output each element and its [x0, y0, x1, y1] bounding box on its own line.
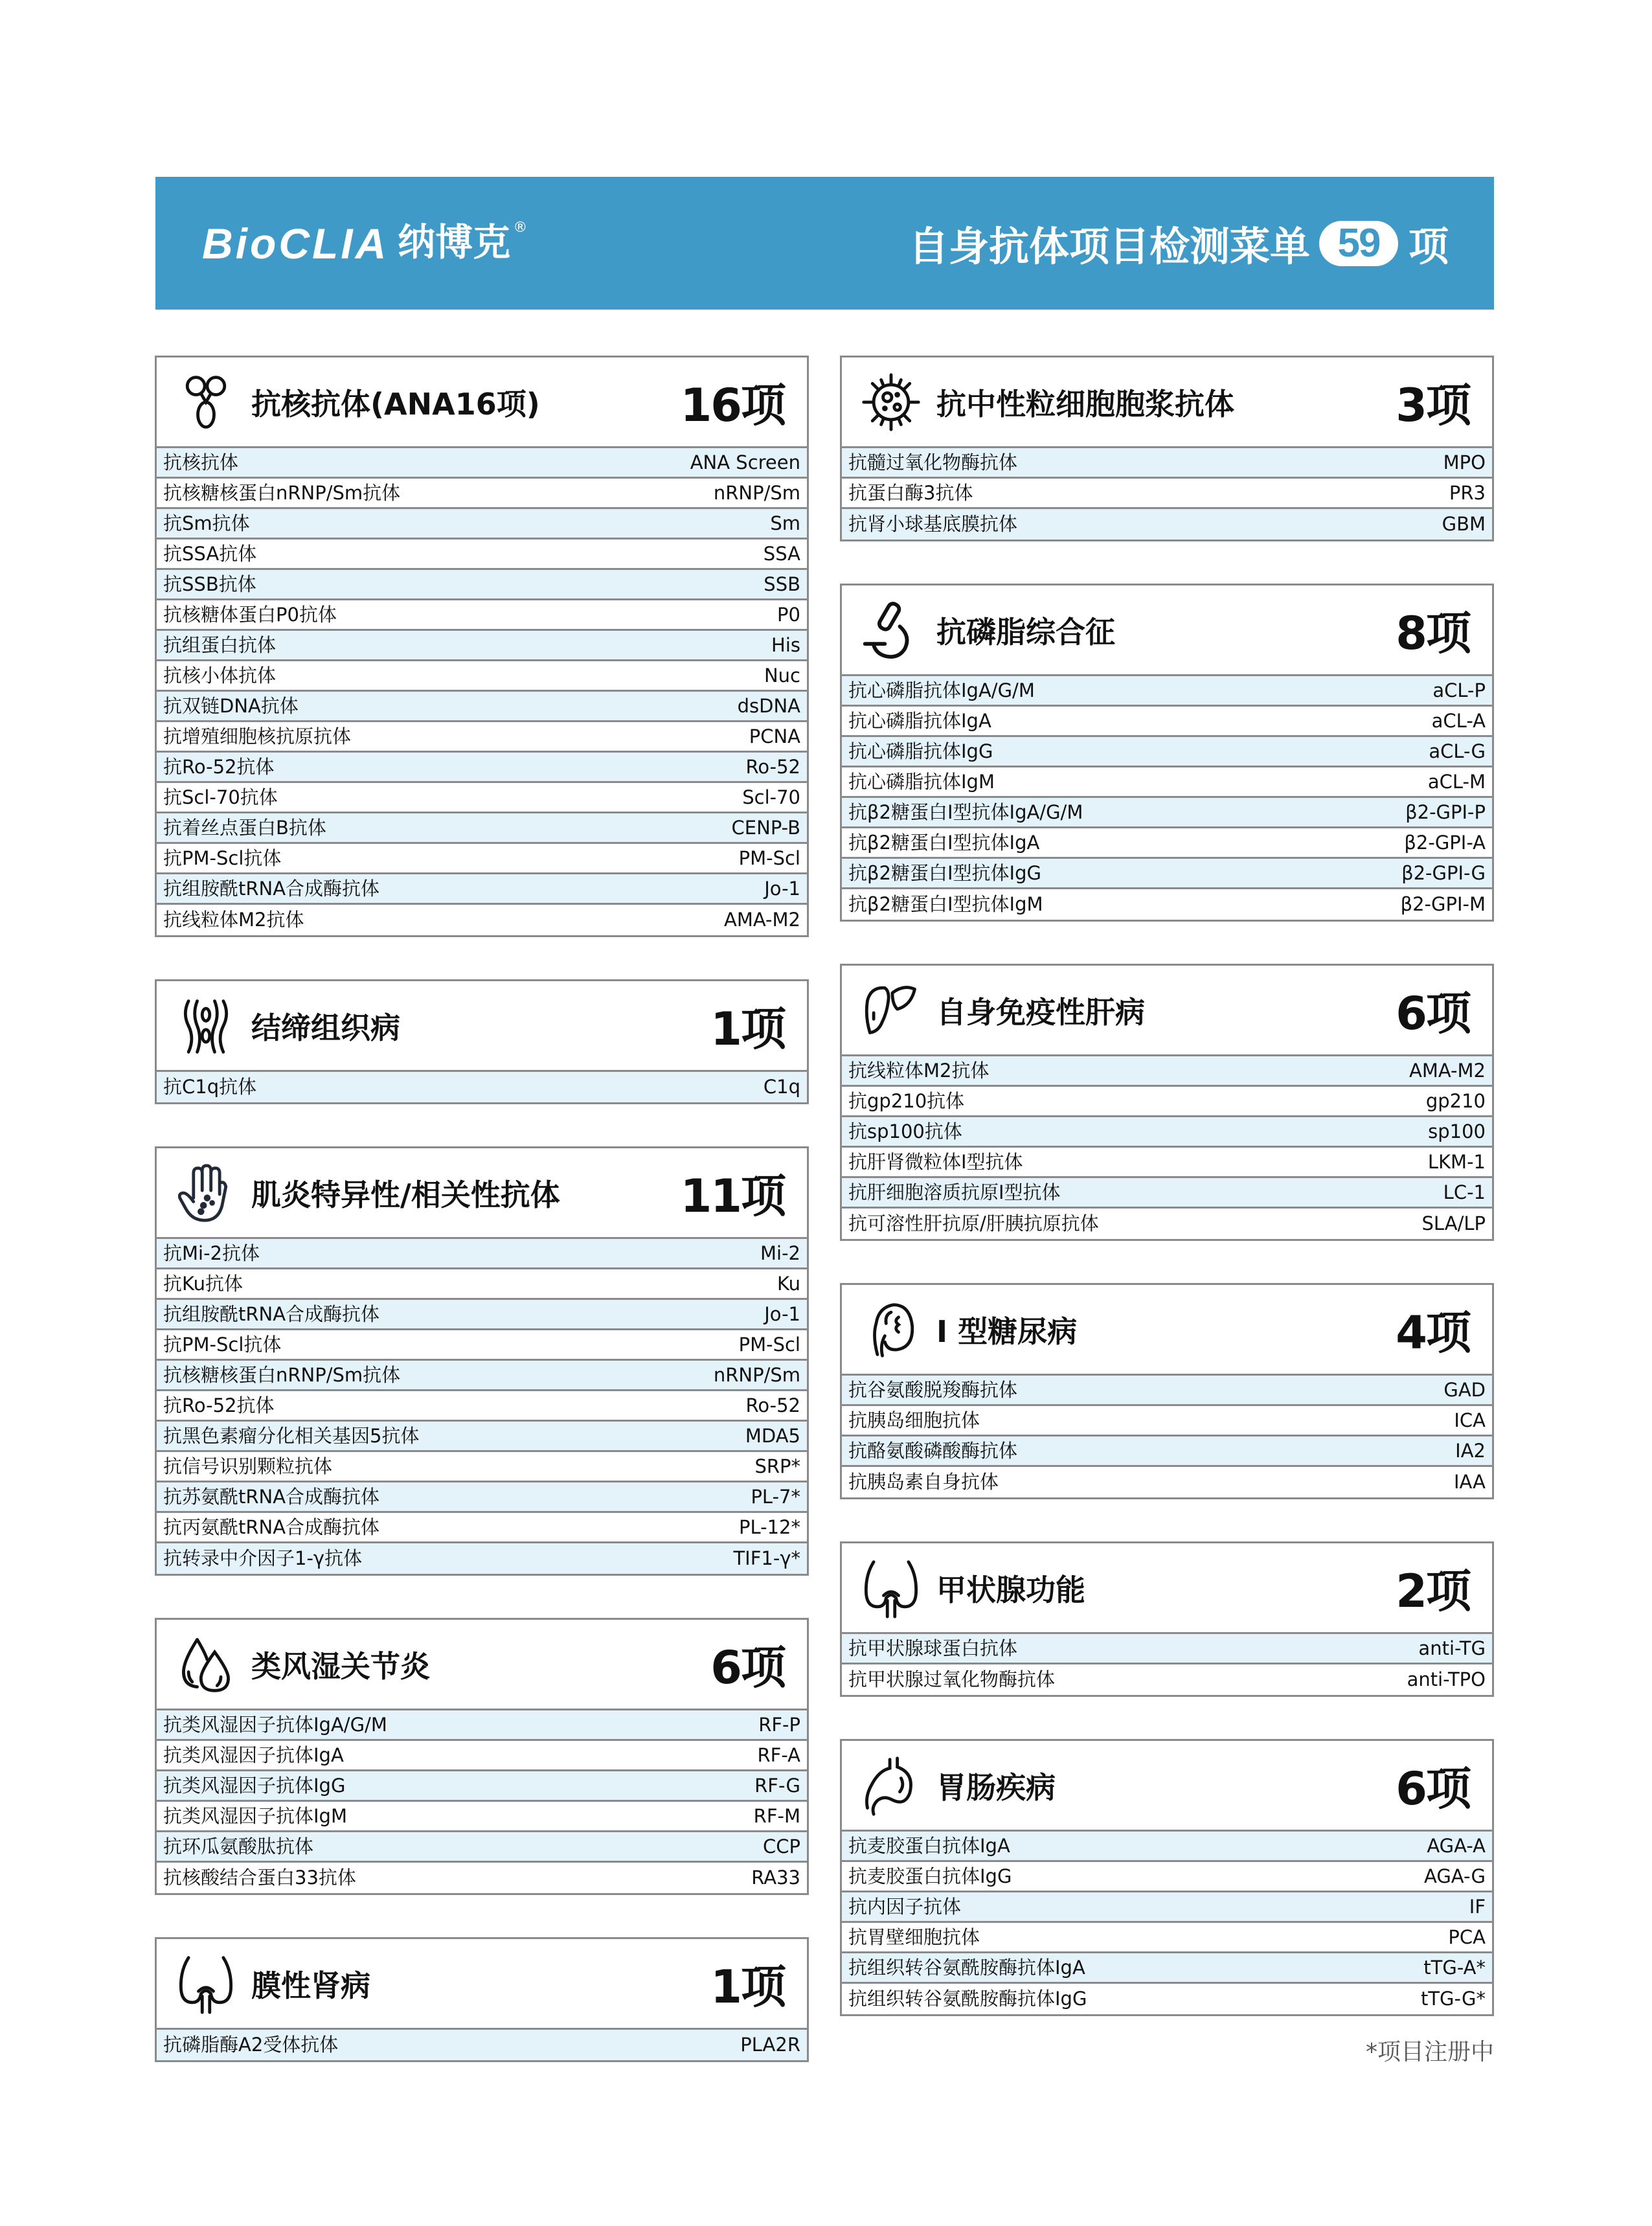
test-row — [157, 844, 807, 874]
test-name: 抗C1q抗体 — [163, 1076, 257, 1098]
test-row — [842, 1953, 1492, 1984]
test-name: 抗核糖核蛋白nRNP/Sm抗体 — [163, 1363, 401, 1386]
test-code: anti-TPO — [1407, 1668, 1486, 1690]
card-header — [842, 966, 1492, 1056]
test-name: 抗组蛋白抗体 — [163, 633, 277, 656]
test-name: 抗类风湿因子抗体IgA — [163, 1743, 344, 1766]
test-row — [157, 479, 807, 509]
test-row — [842, 859, 1492, 889]
card-title: 结缔组织病 — [251, 1010, 400, 1045]
test-name: 抗胃壁细胞抗体 — [848, 1925, 980, 1948]
test-code: aCL-M — [1427, 770, 1486, 793]
card-title: 膜性肾病 — [251, 1968, 370, 2003]
test-row — [157, 1741, 807, 1771]
test-row — [842, 1634, 1492, 1664]
test-row — [157, 874, 807, 905]
page-title-suffix: 项 — [1408, 223, 1449, 270]
liver-icon — [860, 979, 922, 1041]
test-row — [157, 448, 807, 479]
test-code: IAA — [1453, 1471, 1486, 1493]
test-row — [157, 1832, 807, 1863]
card-header — [842, 1543, 1492, 1634]
test-name: 抗胰岛细胞抗体 — [848, 1409, 980, 1431]
test-code: RF-A — [757, 1743, 800, 1766]
test-name: 抗组织转谷氨酰胺酶抗体IgA — [848, 1956, 1085, 1979]
test-code: RF-M — [753, 1804, 800, 1827]
test-row — [842, 1984, 1492, 2014]
test-name: 抗Ku抗体 — [163, 1272, 243, 1295]
card-title: 抗磷脂综合征 — [936, 614, 1115, 650]
test-code: PR3 — [1449, 481, 1486, 504]
stomach-icon — [860, 1755, 922, 1817]
test-name: 抗酪氨酸磷酸酶抗体 — [848, 1439, 1018, 1462]
test-name: 抗髓过氧化物酶抗体 — [848, 451, 1018, 473]
category-card — [840, 1541, 1494, 1697]
test-code: aCL-A — [1431, 709, 1486, 732]
test-name: 抗Sm抗体 — [163, 512, 250, 534]
card-count: 6项 — [1396, 1762, 1470, 1815]
brand-logo — [202, 219, 528, 267]
test-row — [157, 509, 807, 539]
test-code: IF — [1469, 1895, 1486, 1918]
test-row — [842, 676, 1492, 707]
test-name: 抗麦胶蛋白抗体IgA — [848, 1834, 1010, 1857]
test-code: β2-GPI-M — [1400, 893, 1486, 915]
test-row — [842, 767, 1492, 798]
test-code: IA2 — [1455, 1439, 1486, 1462]
test-name: 抗心磷脂抗体IgA — [848, 709, 991, 732]
test-row — [157, 1072, 807, 1102]
card-title: 类风湿关节炎 — [251, 1648, 430, 1684]
card-header — [842, 358, 1492, 448]
drops-icon — [175, 1633, 237, 1696]
test-row — [157, 1543, 807, 1574]
test-code: ANA Screen — [690, 451, 800, 473]
test-name: 抗核糖体蛋白P0抗体 — [163, 603, 337, 626]
test-code: β2-GPI-P — [1405, 801, 1486, 823]
brand-name-en: BioCLIA — [202, 219, 389, 267]
test-name: 抗线粒体M2抗体 — [163, 909, 304, 931]
test-code: β2-GPI-G — [1401, 861, 1486, 884]
test-name: 抗肾小球基底膜抗体 — [848, 513, 1018, 535]
category-card — [155, 1618, 809, 1895]
test-row — [842, 1376, 1492, 1406]
test-name: 抗内因子抗体 — [848, 1895, 962, 1918]
category-card — [840, 1739, 1494, 2016]
total-count-badge: 59 — [1319, 221, 1398, 266]
test-row — [842, 1148, 1492, 1178]
category-card — [840, 584, 1494, 922]
test-row — [842, 1437, 1492, 1467]
test-code: PLA2R — [740, 2034, 800, 2056]
card-title: 甲状腺功能 — [936, 1572, 1085, 1607]
test-code: Ro-52 — [745, 1394, 800, 1416]
test-name: 抗SSB抗体 — [163, 573, 256, 595]
test-row — [157, 1710, 807, 1741]
card-header — [157, 1148, 807, 1239]
test-name: 抗类风湿因子抗体IgA/G/M — [163, 1713, 387, 1736]
test-name: 抗β2糖蛋白I型抗体IgA — [848, 831, 1040, 854]
test-code: Ku — [777, 1272, 800, 1295]
test-name: 抗甲状腺球蛋白抗体 — [848, 1637, 1018, 1659]
test-name: 抗组胺酰tRNA合成酶抗体 — [163, 877, 380, 900]
category-card — [155, 1146, 809, 1576]
test-code: GBM — [1442, 513, 1486, 535]
test-name: 抗心磷脂抗体IgA/G/M — [848, 679, 1035, 701]
test-code: SSA — [763, 542, 800, 565]
card-title: 胃肠疾病 — [936, 1769, 1056, 1805]
test-code: Nuc — [764, 664, 800, 687]
test-row — [157, 631, 807, 661]
test-row — [842, 828, 1492, 859]
test-name: 抗蛋白酶3抗体 — [848, 481, 973, 504]
test-code: gp210 — [1425, 1089, 1486, 1112]
registered-mark: ® — [513, 219, 528, 236]
test-name: 抗转录中介因子1-γ抗体 — [163, 1547, 363, 1569]
test-row — [842, 1664, 1492, 1695]
test-name: 抗组胺酰tRNA合成酶抗体 — [163, 1302, 380, 1325]
test-name: 抗β2糖蛋白I型抗体IgA/G/M — [848, 801, 1083, 823]
card-header — [842, 1741, 1492, 1832]
thyroid-icon — [860, 1557, 922, 1619]
test-code: nRNP/Sm — [713, 1363, 800, 1386]
test-row — [842, 1117, 1492, 1148]
test-name: 抗SSA抗体 — [163, 542, 257, 565]
test-name: 抗丙氨酰tRNA合成酶抗体 — [163, 1516, 380, 1538]
card-title: 抗中性粒细胞胞浆抗体 — [936, 386, 1234, 422]
test-code: PL-7* — [751, 1485, 800, 1508]
kidney-icon — [175, 1953, 237, 2015]
connective-tissue-icon — [175, 995, 237, 1057]
test-name: 抗肝肾微粒体I型抗体 — [848, 1150, 1023, 1173]
test-code: PL-12* — [738, 1516, 800, 1538]
test-code: C1q — [763, 1076, 800, 1098]
test-row — [842, 1862, 1492, 1892]
test-code: Ro-52 — [745, 755, 800, 778]
test-name: 抗gp210抗体 — [848, 1089, 965, 1112]
category-card — [840, 964, 1494, 1241]
test-name: 抗Ro-52抗体 — [163, 1394, 275, 1416]
test-name: 抗心磷脂抗体IgG — [848, 740, 993, 762]
test-row — [842, 889, 1492, 920]
test-name: 抗核酸结合蛋白33抗体 — [163, 1867, 356, 1889]
category-card — [155, 356, 809, 937]
category-card — [840, 1283, 1494, 1499]
test-name: 抗核抗体 — [163, 451, 239, 473]
test-row — [157, 1422, 807, 1452]
test-name: 抗Mi-2抗体 — [163, 1242, 260, 1264]
brand-name-cn: 纳博克 — [398, 220, 511, 264]
card-count: 6项 — [1396, 987, 1470, 1040]
test-row — [157, 1802, 807, 1832]
category-card — [155, 979, 809, 1104]
test-name: 抗sp100抗体 — [848, 1120, 962, 1142]
test-code: Sm — [770, 512, 800, 534]
test-name: 抗环瓜氨酸肽抗体 — [163, 1835, 314, 1857]
test-row — [157, 1361, 807, 1391]
test-code: PM-Scl — [738, 1333, 800, 1356]
test-code: CENP-B — [731, 816, 800, 839]
test-code: LKM-1 — [1427, 1150, 1486, 1173]
test-code: P0 — [777, 603, 800, 626]
test-row — [157, 600, 807, 631]
test-code: dsDNA — [737, 694, 800, 717]
test-name: 抗可溶性肝抗原/肝胰抗原抗体 — [848, 1212, 1099, 1234]
test-row — [157, 1330, 807, 1361]
test-row — [842, 707, 1492, 737]
test-code: Jo-1 — [764, 1302, 800, 1325]
test-code: tTG-A* — [1423, 1956, 1486, 1979]
test-row — [842, 509, 1492, 539]
test-code: Mi-2 — [760, 1242, 800, 1264]
test-row — [842, 1087, 1492, 1117]
card-title: 抗核抗体(ANA16项) — [251, 386, 540, 422]
test-name: 抗PM-Scl抗体 — [163, 846, 282, 869]
test-name: 抗甲状腺过氧化物酶抗体 — [848, 1668, 1056, 1690]
test-name: 抗β2糖蛋白I型抗体IgM — [848, 893, 1043, 915]
test-row — [157, 1771, 807, 1802]
test-row — [157, 783, 807, 813]
test-code: sp100 — [1428, 1120, 1486, 1142]
test-name: 抗黑色素瘤分化相关基因5抗体 — [163, 1424, 420, 1447]
test-row — [157, 1239, 807, 1269]
page-title-text: 自身抗体项目检测菜单 — [908, 223, 1310, 270]
test-code: β2-GPI-A — [1404, 831, 1486, 854]
test-name: 抗肝细胞溶质抗原I型抗体 — [848, 1181, 1061, 1203]
card-header — [157, 981, 807, 1072]
test-name: 抗磷脂酶A2受体抗体 — [163, 2034, 339, 2056]
test-code: RF-G — [754, 1774, 800, 1797]
pancreas-icon — [860, 1299, 922, 1361]
test-row — [842, 1406, 1492, 1437]
card-header — [842, 585, 1492, 676]
test-name: 抗谷氨酸脱羧酶抗体 — [848, 1378, 1018, 1401]
test-name: 抗增殖细胞核抗原抗体 — [163, 725, 352, 747]
test-code: CCP — [763, 1835, 800, 1857]
test-code: PCNA — [749, 725, 800, 747]
test-row — [157, 1452, 807, 1482]
test-name: 抗类风湿因子抗体IgG — [163, 1774, 346, 1797]
test-row — [157, 692, 807, 722]
test-code: SSB — [764, 573, 800, 595]
test-row — [157, 813, 807, 844]
test-code: PCA — [1448, 1925, 1486, 1948]
test-code: TIF1-γ* — [733, 1547, 800, 1569]
test-name: 抗Scl-70抗体 — [163, 786, 278, 808]
test-row — [842, 1056, 1492, 1087]
test-row — [157, 722, 807, 753]
test-name: 抗核小体抗体 — [163, 664, 277, 687]
test-code: PM-Scl — [738, 846, 800, 869]
card-header — [842, 1285, 1492, 1376]
test-code: aCL-G — [1429, 740, 1486, 762]
category-card — [155, 1937, 809, 2062]
test-code: nRNP/Sm — [713, 481, 800, 504]
page-title — [909, 214, 1449, 272]
test-code: AMA-M2 — [1409, 1059, 1486, 1082]
card-title: I 型糖尿病 — [936, 1313, 1078, 1349]
test-row — [842, 448, 1492, 479]
card-header — [157, 1939, 807, 2030]
test-row — [842, 1832, 1492, 1862]
card-header — [157, 358, 807, 448]
card-count: 4项 — [1396, 1306, 1470, 1359]
test-row — [157, 1269, 807, 1300]
hand-icon — [175, 1162, 237, 1224]
card-header — [157, 1620, 807, 1710]
test-code: Scl-70 — [742, 786, 800, 808]
test-code: MDA5 — [745, 1424, 800, 1447]
test-row — [842, 1467, 1492, 1497]
test-row — [842, 737, 1492, 767]
test-name: 抗核糖核蛋白nRNP/Sm抗体 — [163, 481, 401, 504]
card-count: 16项 — [680, 379, 785, 432]
test-row — [842, 1892, 1492, 1923]
test-name: 抗信号识别颗粒抗体 — [163, 1455, 333, 1477]
right-column — [840, 356, 1494, 2016]
test-name: 抗Ro-52抗体 — [163, 755, 275, 778]
test-code: Jo-1 — [764, 877, 800, 900]
test-code: LC-1 — [1443, 1181, 1486, 1203]
card-count: 6项 — [710, 1641, 785, 1694]
test-code: anti-TG — [1418, 1637, 1486, 1659]
footnote: *项目注册中 — [1365, 2039, 1494, 2065]
test-row — [157, 1482, 807, 1513]
card-count: 11项 — [680, 1170, 785, 1223]
test-code: ICA — [1454, 1409, 1486, 1431]
test-code: tTG-G* — [1420, 1988, 1486, 2010]
test-name: 抗着丝点蛋白B抗体 — [163, 816, 326, 839]
test-row — [157, 661, 807, 692]
test-row — [157, 2030, 807, 2060]
test-code: His — [771, 633, 800, 656]
test-row — [842, 479, 1492, 509]
test-row — [157, 1863, 807, 1893]
test-code: MPO — [1443, 451, 1486, 473]
test-name: 抗苏氨酰tRNA合成酶抗体 — [163, 1485, 380, 1508]
test-row — [842, 1923, 1492, 1953]
test-name: 抗胰岛素自身抗体 — [848, 1471, 999, 1493]
test-row — [842, 1178, 1492, 1209]
test-row — [157, 570, 807, 600]
test-row — [157, 1391, 807, 1422]
test-code: RA33 — [751, 1867, 800, 1889]
test-row — [842, 798, 1492, 828]
test-name: 抗β2糖蛋白I型抗体IgG — [848, 861, 1041, 884]
card-count: 1项 — [710, 1960, 785, 2014]
test-name: 抗双链DNA抗体 — [163, 694, 299, 717]
category-card — [840, 356, 1494, 541]
test-row — [842, 1209, 1492, 1239]
test-code: GAD — [1443, 1378, 1486, 1401]
left-column — [155, 356, 809, 2062]
header-banner — [155, 177, 1494, 310]
nucleus-antibody-icon — [175, 371, 237, 433]
test-code: AGA-G — [1423, 1865, 1486, 1887]
test-code: AGA-A — [1427, 1834, 1486, 1857]
test-row — [157, 905, 807, 935]
card-title: 自身免疫性肝病 — [936, 994, 1145, 1030]
card-title: 肌炎特异性/相关性抗体 — [251, 1177, 560, 1212]
card-count: 2项 — [1396, 1565, 1470, 1618]
test-row — [157, 1300, 807, 1330]
test-code: AMA-M2 — [724, 909, 800, 931]
card-count: 8项 — [1396, 607, 1470, 660]
test-name: 抗心磷脂抗体IgM — [848, 770, 995, 793]
neutrophil-icon — [860, 371, 922, 433]
test-row — [157, 539, 807, 570]
test-row — [157, 1513, 807, 1543]
card-count: 3项 — [1396, 379, 1470, 432]
test-name: 抗PM-Scl抗体 — [163, 1333, 282, 1356]
card-count: 1项 — [710, 1003, 785, 1056]
test-name: 抗类风湿因子抗体IgM — [163, 1804, 347, 1827]
test-row — [157, 753, 807, 783]
test-code: aCL-P — [1432, 679, 1486, 701]
test-code: SLA/LP — [1421, 1212, 1486, 1234]
test-name: 抗麦胶蛋白抗体IgG — [848, 1865, 1012, 1887]
test-code: SRP* — [754, 1455, 800, 1477]
test-name: 抗组织转谷氨酰胺酶抗体IgG — [848, 1988, 1087, 2010]
test-name: 抗线粒体M2抗体 — [848, 1059, 990, 1082]
test-code: RF-P — [758, 1713, 800, 1736]
microscope-icon — [860, 599, 922, 661]
